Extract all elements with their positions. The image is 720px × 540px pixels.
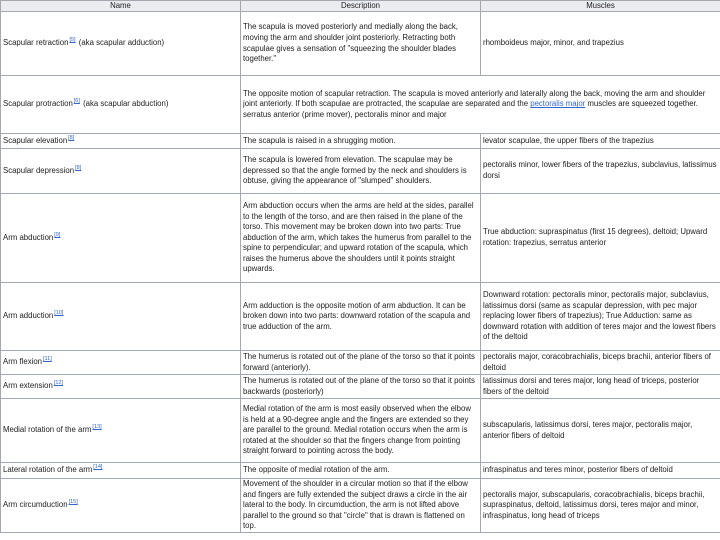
motion-muscles: Downward rotation: pectoralis minor, pectoralis major, subclavius, latissimus dorsi (same as scapular depression, with pec major replacing lower fibers of trapezius); True Adduction: same as downward rotation with addition of teres major and the lowest fibers of the deltoid [481, 283, 720, 351]
motion-muscles: True abduction: supraspinatus (first 15 degrees), deltoid; Upward rotation: trapezius, serratus anterior [481, 194, 720, 283]
motion-description: The humerus is rotated out of the plane of the torso so that it points backwards (posteriorly) [241, 375, 481, 399]
header-row [1, 1, 720, 12]
motion-name-cell [1, 283, 241, 351]
citation-link[interactable]: [13] [92, 424, 102, 431]
motion-muscles: rhomboideus major, minor, and trapezius [481, 12, 720, 76]
motion-name-cell [1, 194, 241, 283]
header-muscles: Muscles [481, 1, 720, 12]
description-text: muscles are squeezed together. [585, 99, 698, 109]
table-row [1, 134, 720, 149]
citation-link[interactable]: [11] [43, 356, 52, 363]
motion-name: Arm adduction [3, 311, 54, 321]
citation-link[interactable]: [5] [69, 37, 76, 44]
motion-name: Scapular protraction [3, 99, 73, 109]
motion-description: The opposite of medial rotation of the arm. [241, 463, 481, 479]
table-row [1, 283, 720, 351]
motion-name-cell [1, 399, 241, 463]
motion-name-cell [1, 351, 241, 375]
pectoralis-major-link[interactable]: pectoralis major [530, 99, 586, 109]
citation-link[interactable]: [15] [68, 499, 78, 506]
motion-name: Medial rotation of the arm [3, 425, 92, 435]
table-row [1, 463, 720, 479]
motion-muscles: pectoralis major, coracobrachialis, biceps brachii, anterior fibers of deltoid [481, 351, 720, 375]
motion-muscles: latissimus dorsi and teres major, long head of triceps, posterior fibers of the deltoid [481, 375, 720, 399]
motion-name: Arm extension [3, 381, 53, 391]
table-row [1, 12, 720, 76]
citation-link[interactable]: [8] [68, 134, 75, 141]
citation-link[interactable]: [12] [53, 380, 64, 387]
table-row [1, 351, 720, 375]
motion-description: Medial rotation of the arm is most easily observed when the elbow is held at a 90-degree angle and the fingers are extended so they are parallel to the ground. Medial rotation occurs when the arm is rotated at the shoulder so that the fingers change from pointing straight forward to pointing across the body. [241, 399, 481, 463]
table-row [1, 149, 720, 194]
motion-muscles: pectoralis minor, lower fibers of the trapezius, subclavius, latissimus dorsi [481, 149, 720, 194]
motion-description [241, 76, 720, 134]
citation-link[interactable]: [9] [54, 231, 61, 238]
motion-name: Arm flexion [3, 357, 42, 367]
motion-name-cell [1, 375, 241, 399]
motion-name: Scapular elevation [3, 135, 68, 145]
table-row [1, 76, 720, 134]
motion-description: Movement of the shoulder in a circular motion so that if the elbow and fingers are fully extended the subject draws a circle in the air lateral to the body. In circumduction, the arm is not lifted above parallel to the ground so that "circle" that is drawn is flattened on top. [241, 479, 481, 533]
citation-link[interactable]: [14] [93, 464, 103, 471]
table-row [1, 479, 720, 533]
motion-description: The scapula is lowered from elevation. The scapulae may be depressed so that the angle formed by the neck and shoulders is obtuse, giving the appearance of "slumped" shoulders. [241, 149, 481, 194]
motion-muscles: levator scapulae, the upper fibers of the trapezius [481, 134, 720, 149]
motion-name-suffix: (aka scapular adduction) [76, 38, 165, 48]
motion-name-cell [1, 12, 241, 76]
motion-name: Scapular depression [3, 165, 75, 175]
motion-name-suffix: (aka scapular abduction) [80, 99, 169, 109]
header-name: Name [1, 1, 241, 12]
description-text: The opposite motion of scapular retraction. The scapula is moved anteriorly and laterally along the back, moving the arm and shoulder joint anteriorly. If both scapulae are protracted, the scapulae are separated and the [243, 88, 706, 109]
motion-name: Scapular retraction [3, 38, 69, 48]
motion-description: The scapula is moved posteriorly and medially along the back, moving the arm and shoulder joint posteriorly. Retracting both scapulae gives a sensation of "squeezing the shoulder blades together." [241, 12, 481, 76]
table-row [1, 375, 720, 399]
citation-link[interactable]: [8] [75, 164, 82, 171]
motion-name: Lateral rotation of the arm [3, 465, 93, 475]
table-row [1, 399, 720, 463]
motion-muscles: serratus anterior (prime mover), pectoralis minor and major [243, 109, 447, 119]
motion-muscles: subscapularis, latissimus dorsi, teres major, pectoralis major, anterior fibers of deltoid [481, 399, 720, 463]
header-description: Description [241, 1, 481, 12]
motion-name-cell [1, 149, 241, 194]
motion-name: Arm abduction [3, 232, 54, 242]
motion-name-cell [1, 479, 241, 533]
motion-name-cell [1, 76, 241, 134]
table-row [1, 194, 720, 283]
motion-description: The humerus is rotated out of the plane of the torso so that it points forward (anteriorly). [241, 351, 481, 375]
motion-name-cell [1, 134, 241, 149]
motion-name: Arm circumduction [3, 500, 68, 510]
motion-muscles: pectoralis major, subscapularis, coracobrachialis, biceps brachii, supraspinatus, deltoid, latissimus dorsi, teres major and minor, infraspinatus, long head of triceps [481, 479, 720, 533]
motion-muscles: infraspinatus and teres minor, posterior fibers of deltoid [481, 463, 720, 479]
citation-link[interactable]: [6] [73, 98, 80, 105]
motion-name-cell [1, 463, 241, 479]
motion-description: The scapula is raised in a shrugging motion. [241, 134, 481, 149]
motion-description: Arm adduction is the opposite motion of arm abduction. It can be broken down into two parts: downward rotation of the scapula and true adduction of the arm. [241, 283, 481, 351]
citation-link[interactable]: [10] [54, 310, 64, 317]
motion-description: Arm abduction occurs when the arms are held at the sides, parallel to the length of the torso, and are then raised in the plane of the torso. This movement may be broken down into two parts: True abduction of the arm, which takes the humerus from parallel to the spine to perpendicular; and upward rotation of the scapula, which raises the humerus above the shoulders until it points straight upwards. [241, 194, 481, 283]
